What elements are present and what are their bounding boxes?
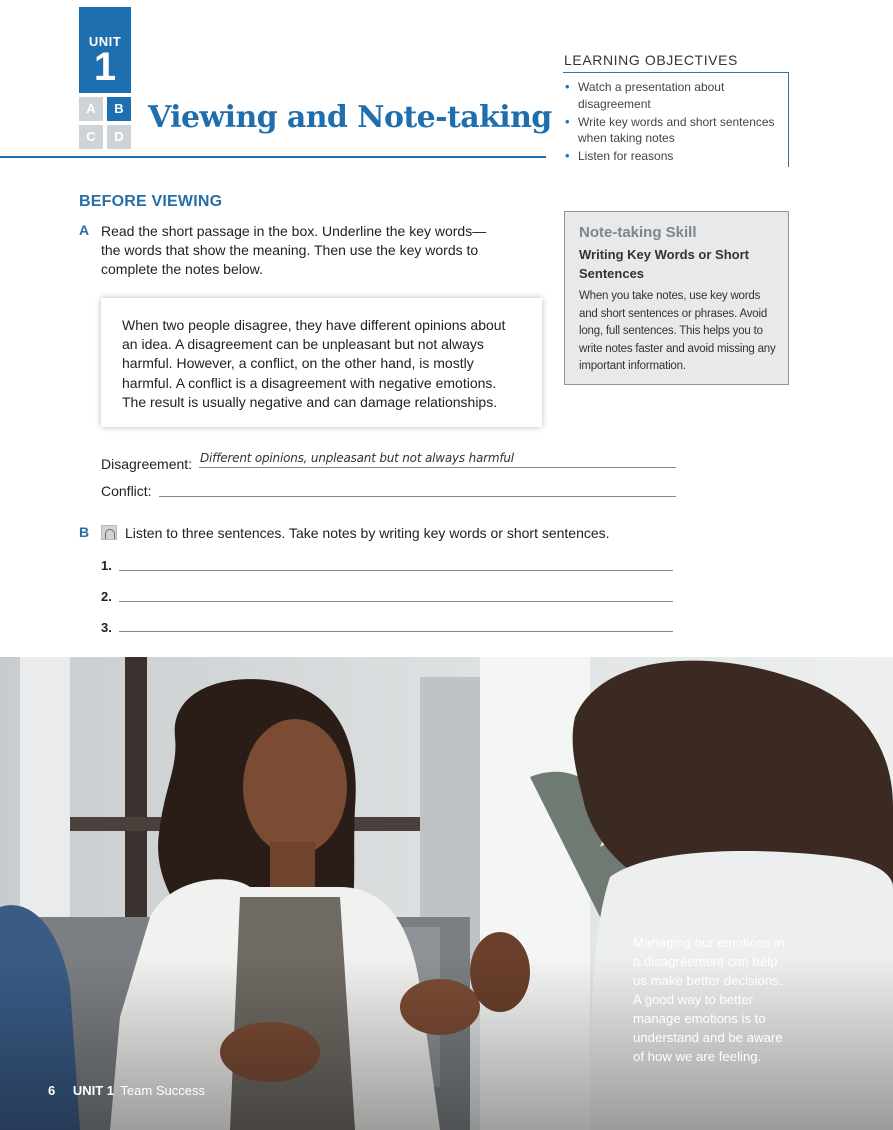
skill-body-line: long, full sentences. This helps you to <box>579 325 763 337</box>
objective-item: • Listen for reasons <box>578 148 784 165</box>
objective-item: • Write key words and short sentences when taking notes <box>578 114 784 147</box>
exercise-a-letter: A <box>79 222 90 238</box>
passage-line: When two people disagree, they have different opinions about <box>122 317 506 333</box>
skill-body-line: and short sentences or phrases. Avoid <box>579 307 768 320</box>
skill-subtitle-line: Writing Key Words or Short <box>579 247 749 262</box>
answer-line-3[interactable] <box>119 631 673 632</box>
answer-line-1[interactable] <box>119 570 673 571</box>
passage-text <box>122 316 532 412</box>
exercise-a-instruction <box>101 222 541 279</box>
passage-line: The result is usually negative and can damage relationships. <box>122 393 498 410</box>
caption-line: manage emotions is to <box>633 1011 766 1026</box>
skill-body-line: When you take notes, use key words <box>579 290 761 302</box>
passage-line: an idea. A disagreement can be unpleasant but not always <box>122 336 484 353</box>
conflict-label: Conflict: <box>101 483 152 499</box>
caption-line: a disagreement can help <box>633 954 778 969</box>
instruction-line: Read the short passage in the box. Underline the key words— <box>101 223 487 239</box>
item-number: 3. <box>101 620 112 635</box>
note-taking-skill-box <box>564 211 789 385</box>
audio-track-icon[interactable] <box>101 525 117 540</box>
lesson-title: Viewing and Note-taking <box>148 100 552 135</box>
disagreement-label: Disagreement: <box>101 456 193 472</box>
conflict-answer-line[interactable] <box>159 496 676 497</box>
skill-title: Note-taking Skill <box>579 224 697 241</box>
part-a: A <box>79 97 103 121</box>
skill-body <box>579 288 779 376</box>
title-rule <box>0 156 546 158</box>
caption-line: Managing our emotions in <box>633 935 785 950</box>
exercise-b-instruction: Listen to three sentences. Take notes by writing key words or short sentences. <box>125 525 610 541</box>
passage-line: harmful. A conflict is a disagreement with negative emotions. <box>122 374 497 391</box>
skill-body-line: write notes faster and avoid missing any <box>579 342 776 355</box>
disagreement-answer-line[interactable] <box>199 467 676 468</box>
caption-line: A good way to better <box>633 992 754 1007</box>
photo-caption <box>633 933 803 1066</box>
passage-box <box>101 298 542 427</box>
lesson-parts <box>79 97 131 149</box>
page-number: 6 <box>48 1083 56 1098</box>
part-c: C <box>79 125 103 149</box>
section-heading: BEFORE VIEWING <box>79 193 223 210</box>
skill-body-line: important information. <box>579 360 686 372</box>
unit-number: 1 <box>93 45 117 89</box>
footer-title: Team Success <box>120 1083 205 1098</box>
caption-line: understand and be aware <box>633 1030 783 1045</box>
skill-subtitle <box>579 245 779 283</box>
objective-item: • Watch a presentation about disagreement <box>578 79 784 112</box>
footer-unit: UNIT 1 <box>72 1083 115 1098</box>
skill-subtitle-line: Sentences <box>579 266 645 281</box>
learning-objectives-box <box>563 72 789 167</box>
caption-line: us make better decisions. <box>633 973 783 988</box>
page-footer <box>48 1083 205 1098</box>
learning-objectives-heading: LEARNING OBJECTIVES <box>564 52 738 68</box>
item-number: 2. <box>101 589 112 604</box>
caption-line: of how we are feeling. <box>633 1049 762 1064</box>
item-number: 1. <box>101 558 112 573</box>
instruction-line: complete the notes below. <box>101 261 263 277</box>
part-b: B <box>107 97 131 121</box>
answer-line-2[interactable] <box>119 601 673 602</box>
passage-line: harmful. However, a conflict, on the other hand, is mostly <box>122 355 474 372</box>
unit-badge <box>79 7 131 93</box>
exercise-b-letter: B <box>79 524 90 540</box>
part-d: D <box>107 125 131 149</box>
disagreement-answer: Different opinions, unpleasant but not always harmful <box>200 451 514 465</box>
unit-word: UNIT <box>88 34 122 49</box>
instruction-line: the words that show the meaning. Then use the key words to <box>101 242 479 258</box>
